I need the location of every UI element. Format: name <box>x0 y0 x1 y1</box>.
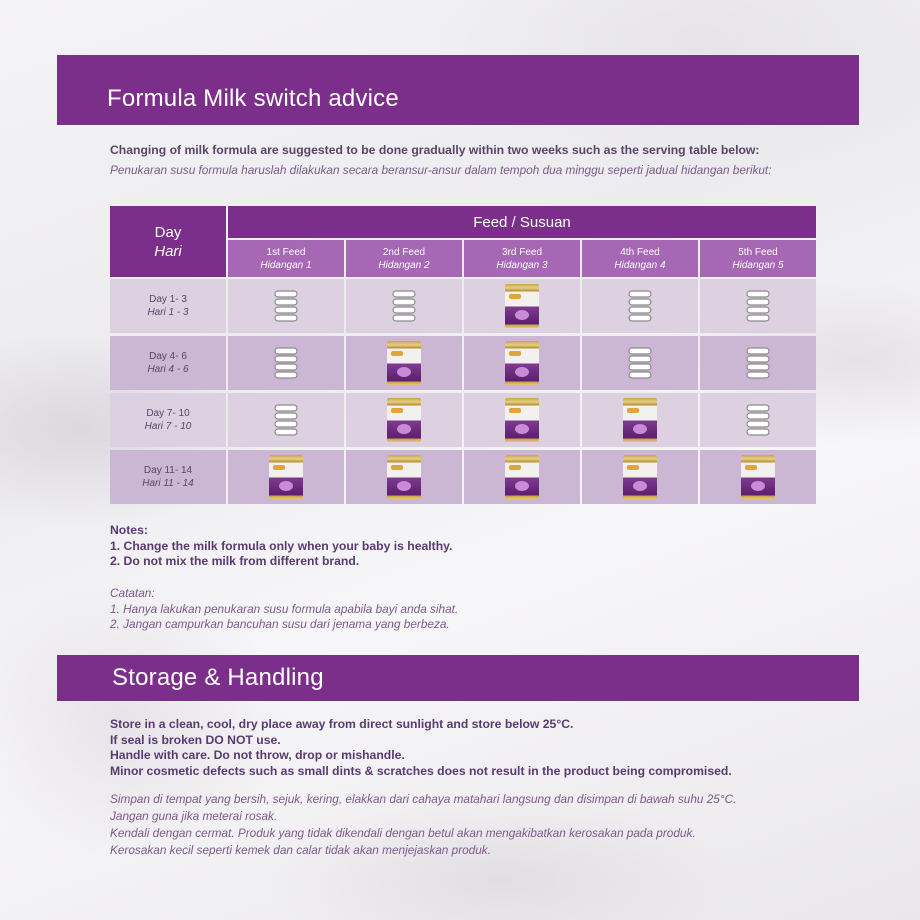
day-range-cell <box>110 336 226 390</box>
feed-cell <box>700 279 816 333</box>
note-item: 2. Do not mix the milk from different brand. <box>110 554 360 568</box>
day-range-ms: Hari 11 - 14 <box>142 478 194 489</box>
feed-cell <box>346 336 462 390</box>
formula-stack-icon <box>745 290 771 322</box>
note-item: 1. Change the milk formula only when your baby is healthy. <box>110 538 453 553</box>
storage-line: If seal is broken DO NOT use. <box>110 732 281 747</box>
feed-cell <box>228 450 344 504</box>
feed-cell <box>464 336 580 390</box>
storage-line: Store in a clean, cool, dry place away from direct sunlight and store below 25°C. <box>110 717 574 731</box>
milk-can-icon <box>741 455 775 499</box>
day-range-cell <box>110 279 226 333</box>
day-header-en: Day <box>154 223 182 241</box>
feed-cell <box>582 279 698 333</box>
milk-can-icon <box>387 341 421 385</box>
feed-cell <box>464 393 580 447</box>
day-range-ms: Hari 7 - 10 <box>144 421 192 432</box>
day-range-en: Day 4- 6 <box>149 351 187 362</box>
storage-text-ms <box>110 791 736 859</box>
feeding-schedule-table <box>110 206 816 502</box>
milk-can-icon <box>623 398 657 442</box>
feed-label-ms: Hidangan 4 <box>614 259 666 271</box>
feed-label-ms: Hidangan 1 <box>260 259 312 271</box>
section-title: Formula Milk switch advice <box>107 85 399 112</box>
notes-heading-ms: Catatan: <box>110 586 155 600</box>
milk-can-icon <box>505 455 539 499</box>
milk-can-icon <box>387 455 421 499</box>
day-range-en: Day 11- 14 <box>143 465 193 476</box>
feed-column-header <box>346 240 462 277</box>
formula-stack-icon <box>273 347 299 379</box>
storage-text-en <box>110 717 732 779</box>
feed-label-ms: Hidangan 2 <box>378 259 430 271</box>
feed-cell <box>228 279 344 333</box>
note-item: 2. Jangan campurkan bancuhan susu dari jenama yang berbeza. <box>110 617 450 631</box>
feed-cell <box>582 450 698 504</box>
feed-label-en: 1st Feed <box>266 246 306 258</box>
formula-stack-icon <box>273 404 299 436</box>
feed-column-header <box>700 240 816 277</box>
feed-label-ms: Hidangan 5 <box>732 259 784 271</box>
feed-header: Feed / Susuan <box>228 206 816 238</box>
day-range-en: Day 1- 3 <box>149 294 187 305</box>
milk-can-icon <box>505 284 539 328</box>
feed-cell <box>346 393 462 447</box>
section-banner-switch-advice <box>57 55 859 125</box>
storage-line: Simpan di tempat yang bersih, sejuk, kering, elakkan dari cahaya matahari langsung dan disimpan di bawah suhu 25°C. <box>110 792 737 806</box>
feed-column-header <box>582 240 698 277</box>
feed-column-header <box>464 240 580 277</box>
storage-line: Handle with care. Do not throw, drop or mishandle. <box>110 748 405 762</box>
feed-column-header <box>228 240 344 277</box>
milk-can-icon <box>387 398 421 442</box>
feed-cell <box>228 393 344 447</box>
feed-label-en: 2nd Feed <box>382 246 426 258</box>
day-range-en: Day 7- 10 <box>146 408 190 419</box>
notes-heading-en: Notes: <box>110 523 148 537</box>
feed-cell <box>700 450 816 504</box>
notes-ms <box>110 586 458 633</box>
feed-cell <box>228 336 344 390</box>
day-range-cell <box>110 450 226 504</box>
formula-stack-icon <box>273 290 299 322</box>
day-range-ms: Hari 4 - 6 <box>147 364 189 375</box>
formula-stack-icon <box>627 290 653 322</box>
formula-stack-icon <box>745 404 771 436</box>
storage-line: Jangan guna jika meterai rosak. <box>110 809 278 823</box>
milk-can-icon <box>269 455 303 499</box>
feed-cell <box>346 279 462 333</box>
day-range-ms: Hari 1 - 3 <box>147 307 189 318</box>
day-header <box>110 206 226 277</box>
day-header-ms: Hari <box>154 242 182 260</box>
section-title: Storage & Handling <box>112 664 324 691</box>
feed-label-en: 4th Feed <box>620 246 660 258</box>
milk-can-icon <box>505 398 539 442</box>
notes-en <box>110 523 452 570</box>
feed-cell <box>700 393 816 447</box>
feed-cell <box>464 279 580 333</box>
note-item: 1. Hanya lakukan penukaran susu formula apabila bayi anda sihat. <box>110 601 459 616</box>
milk-can-icon <box>505 341 539 385</box>
intro-text-en: Changing of milk formula are suggested to be done gradually within two weeks such as the serving table below: <box>110 143 760 157</box>
feed-cell <box>346 450 462 504</box>
storage-line: Kerosakan kecil seperti kemek dan calar tidak akan menjejaskan produk. <box>110 843 491 857</box>
storage-line: Minor cosmetic defects such as small dints & scratches does not result in the product being compromised. <box>110 763 732 778</box>
milk-can-icon <box>623 455 657 499</box>
feed-cell <box>582 336 698 390</box>
formula-stack-icon <box>627 347 653 379</box>
feed-cell <box>700 336 816 390</box>
feed-label-ms: Hidangan 3 <box>496 259 548 271</box>
formula-stack-icon <box>745 347 771 379</box>
feed-label-en: 3rd Feed <box>501 246 543 258</box>
day-range-cell <box>110 393 226 447</box>
intro-text-ms: Penukaran susu formula haruslah dilakukan secara beransur-ansur dalam tempoh dua minggu seperti jadual hidangan berikut: <box>110 163 772 177</box>
feed-label-en: 5th Feed <box>738 246 778 258</box>
formula-stack-icon <box>391 290 417 322</box>
feed-cell <box>582 393 698 447</box>
storage-line: Kendali dengan cermat. Produk yang tidak dikendali dengan betul akan mengakibatkan kerosakan pada produk. <box>110 826 696 840</box>
feed-cell <box>464 450 580 504</box>
section-banner-storage <box>57 655 859 701</box>
